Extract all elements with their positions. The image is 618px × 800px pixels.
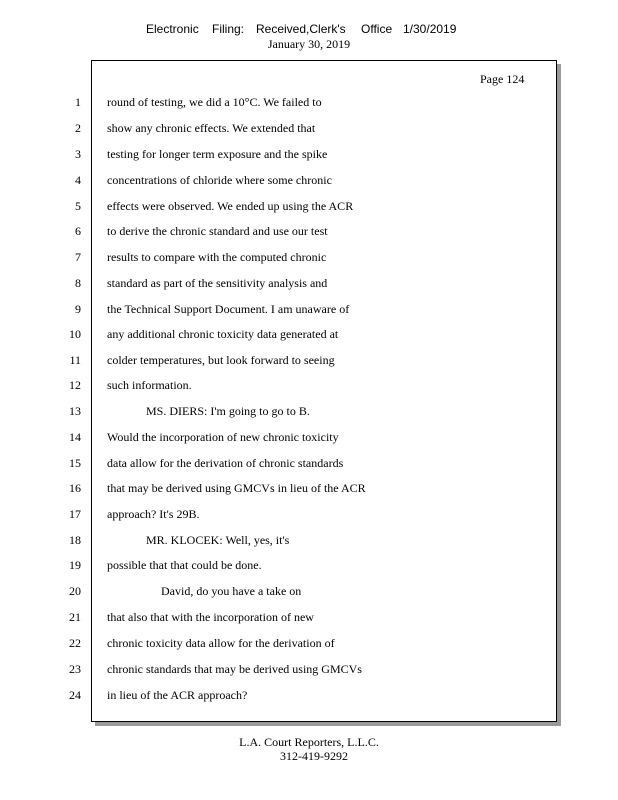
line-text: to derive the chronic standard and use our test [107, 224, 328, 238]
line-text: approach? It's 29B. [107, 507, 200, 521]
line-number: 11 [69, 353, 81, 367]
line-number: 16 [69, 481, 81, 495]
line-number: 13 [69, 404, 81, 418]
line-text: possible that that could be done. [107, 558, 262, 572]
line-text: results to compare with the computed chronic [107, 250, 327, 264]
line-number: 20 [69, 584, 81, 598]
line-text: colder temperatures, but look forward to seeing [107, 353, 335, 367]
line-text: Would the incorporation of new chronic toxicity [107, 430, 339, 444]
line-text: show any chronic effects. We extended that [107, 121, 316, 135]
line-number: 21 [69, 610, 81, 624]
filing-status: Received,Clerk's [256, 22, 346, 36]
line-number: 22 [69, 636, 81, 650]
line-number: 14 [69, 430, 81, 444]
filing-label-filing: Filing: [212, 22, 245, 36]
line-number: 19 [69, 558, 81, 572]
line-number: 12 [69, 378, 81, 392]
line-text: round of testing, we did a 10°C. We failed to [107, 95, 322, 109]
line-number: 4 [75, 173, 81, 187]
filing-stamp [0, 21, 618, 37]
line-number: 15 [69, 456, 81, 470]
line-number: 24 [69, 688, 81, 702]
line-number: 3 [75, 147, 81, 161]
line-text: that also that with the incorporation of new [107, 610, 314, 624]
line-number: 1 [75, 95, 81, 109]
line-number: 6 [75, 224, 81, 238]
filing-date-long: January 30, 2019 [267, 37, 351, 51]
line-number: 23 [69, 662, 81, 676]
line-text: standard as part of the sensitivity analysis and [107, 276, 328, 290]
footer-phone: 312-419-9292 [280, 749, 348, 763]
line-text: in lieu of the ACR approach? [107, 688, 248, 702]
line-text: data allow for the derivation of chronic standards [107, 456, 344, 470]
filing-label-electronic: Electronic [146, 22, 199, 36]
line-text: concentrations of chloride where some chronic [107, 173, 332, 187]
filing-date-short: 1/30/2019 [403, 22, 457, 36]
line-text: testing for longer term exposure and the spike [107, 147, 328, 161]
line-number: 10 [69, 327, 81, 341]
line-number: 7 [75, 250, 81, 264]
line-number: 2 [75, 121, 81, 135]
line-text: such information. [107, 378, 192, 392]
line-text: the Technical Support Document. I am unaware of [107, 302, 350, 316]
line-text: chronic standards that may be derived using GMCVs [107, 662, 362, 676]
line-text: effects were observed. We ended up using the ACR [107, 199, 354, 213]
line-text: MS. DIERS: I'm going to go to B. [146, 404, 310, 418]
line-number: 18 [69, 533, 81, 547]
footer-company: L.A. Court Reporters, L.L.C. [239, 735, 379, 749]
line-number: 9 [75, 302, 81, 316]
filing-office: Office [361, 22, 393, 36]
line-number: 8 [75, 276, 81, 290]
page-number: Page 124 [480, 72, 525, 86]
line-text: chronic toxicity data allow for the derivation of [107, 636, 335, 650]
line-text: any additional chronic toxicity data generated at [107, 327, 339, 341]
line-text: that may be derived using GMCVs in lieu of the ACR [107, 481, 366, 495]
line-number: 5 [75, 199, 81, 213]
line-text: MR. KLOCEK: Well, yes, it's [146, 533, 290, 547]
line-number: 17 [69, 507, 81, 521]
line-text: David, do you have a take on [161, 584, 302, 598]
